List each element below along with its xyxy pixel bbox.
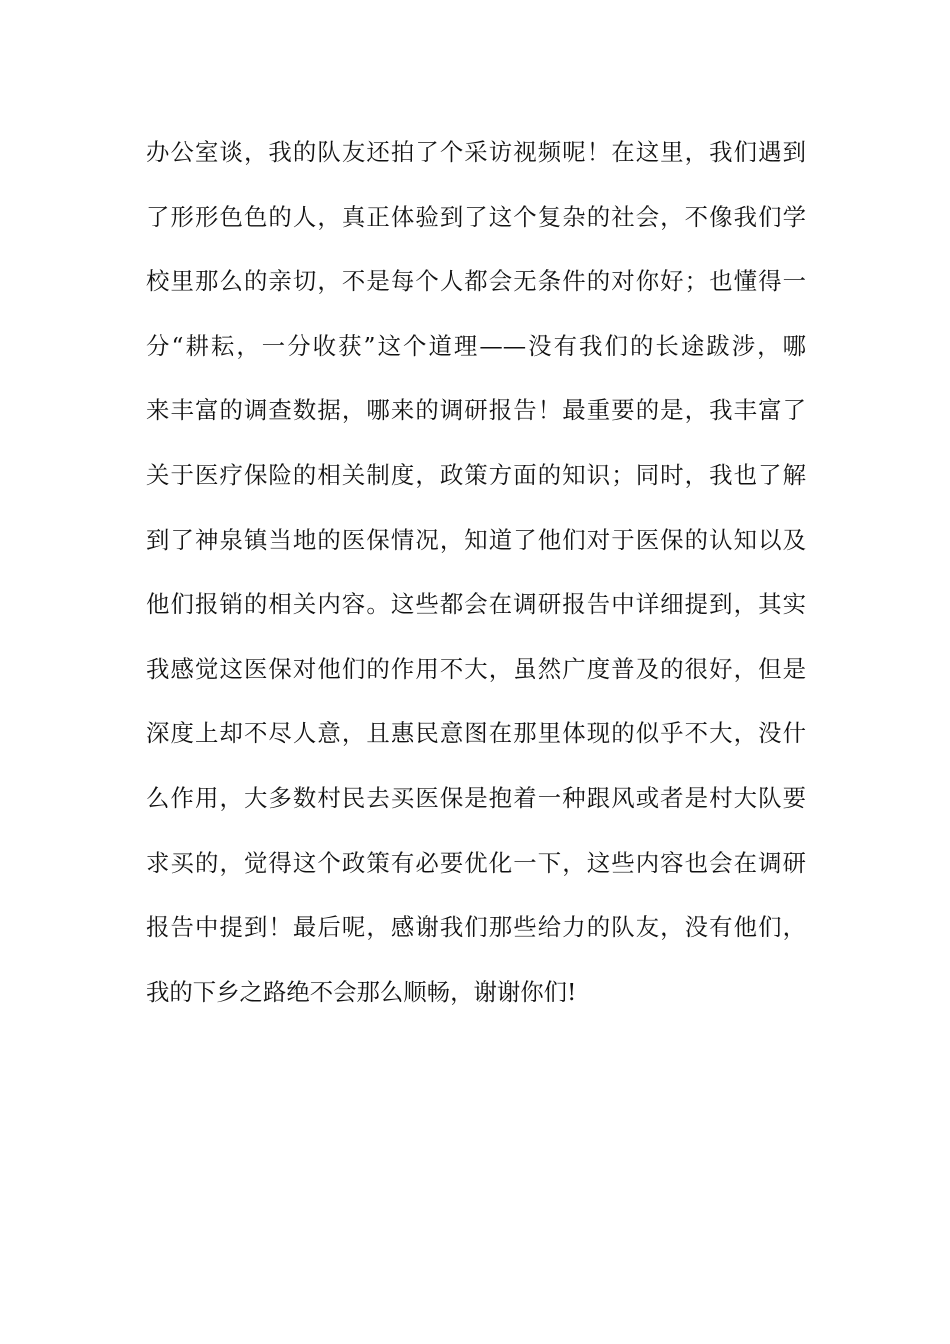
paragraph-line-4: 分“耕耘，一分收获”这个道理——没有我们的长途跋涉，哪 <box>146 331 806 360</box>
paragraph-line-6: 关于医疗保险的相关制度，政策方面的知识；同时，我也了解 <box>146 460 806 489</box>
paragraph-line-10: 深度上却不尽人意，且惠民意图在那里体现的似乎不大，没什 <box>146 719 806 748</box>
paragraph-line-2: 了形形色色的人，真正体验到了这个复杂的社会，不像我们学 <box>146 202 806 231</box>
body-paragraph <box>146 130 806 1034</box>
paragraph-line-9: 我感觉这医保对他们的作用不大，虽然广度普及的很好，但是 <box>146 654 806 683</box>
paragraph-line-1: 办公室谈，我的队友还拍了个采访视频呢！在这里，我们遇到 <box>146 138 806 166</box>
paragraph-line-13: 报告中提到！最后呢，感谢我们那些给力的队友，没有他们， <box>146 913 806 942</box>
paragraph-line-11: 么作用，大多数村民去买医保是抱着一种跟风或者是村大队要 <box>146 783 806 812</box>
paragraph-line-8: 他们报销的相关内容。这些都会在调研报告中详细提到，其实 <box>146 590 806 619</box>
paragraph-line-12: 求买的，觉得这个政策有必要优化一下，这些内容也会在调研 <box>146 848 806 877</box>
paragraph-line-5: 来丰富的调查数据，哪来的调研报告！最重要的是，我丰富了 <box>146 396 806 425</box>
paragraph-line-14: 我的下乡之路绝不会那么顺畅，谢谢你们! <box>146 977 577 1006</box>
paragraph-line-3: 校里那么的亲切，不是每个人都会无条件的对你好；也懂得一 <box>146 267 806 296</box>
paragraph-line-7: 到了神泉镇当地的医保情况，知道了他们对于医保的认知以及 <box>146 525 806 554</box>
